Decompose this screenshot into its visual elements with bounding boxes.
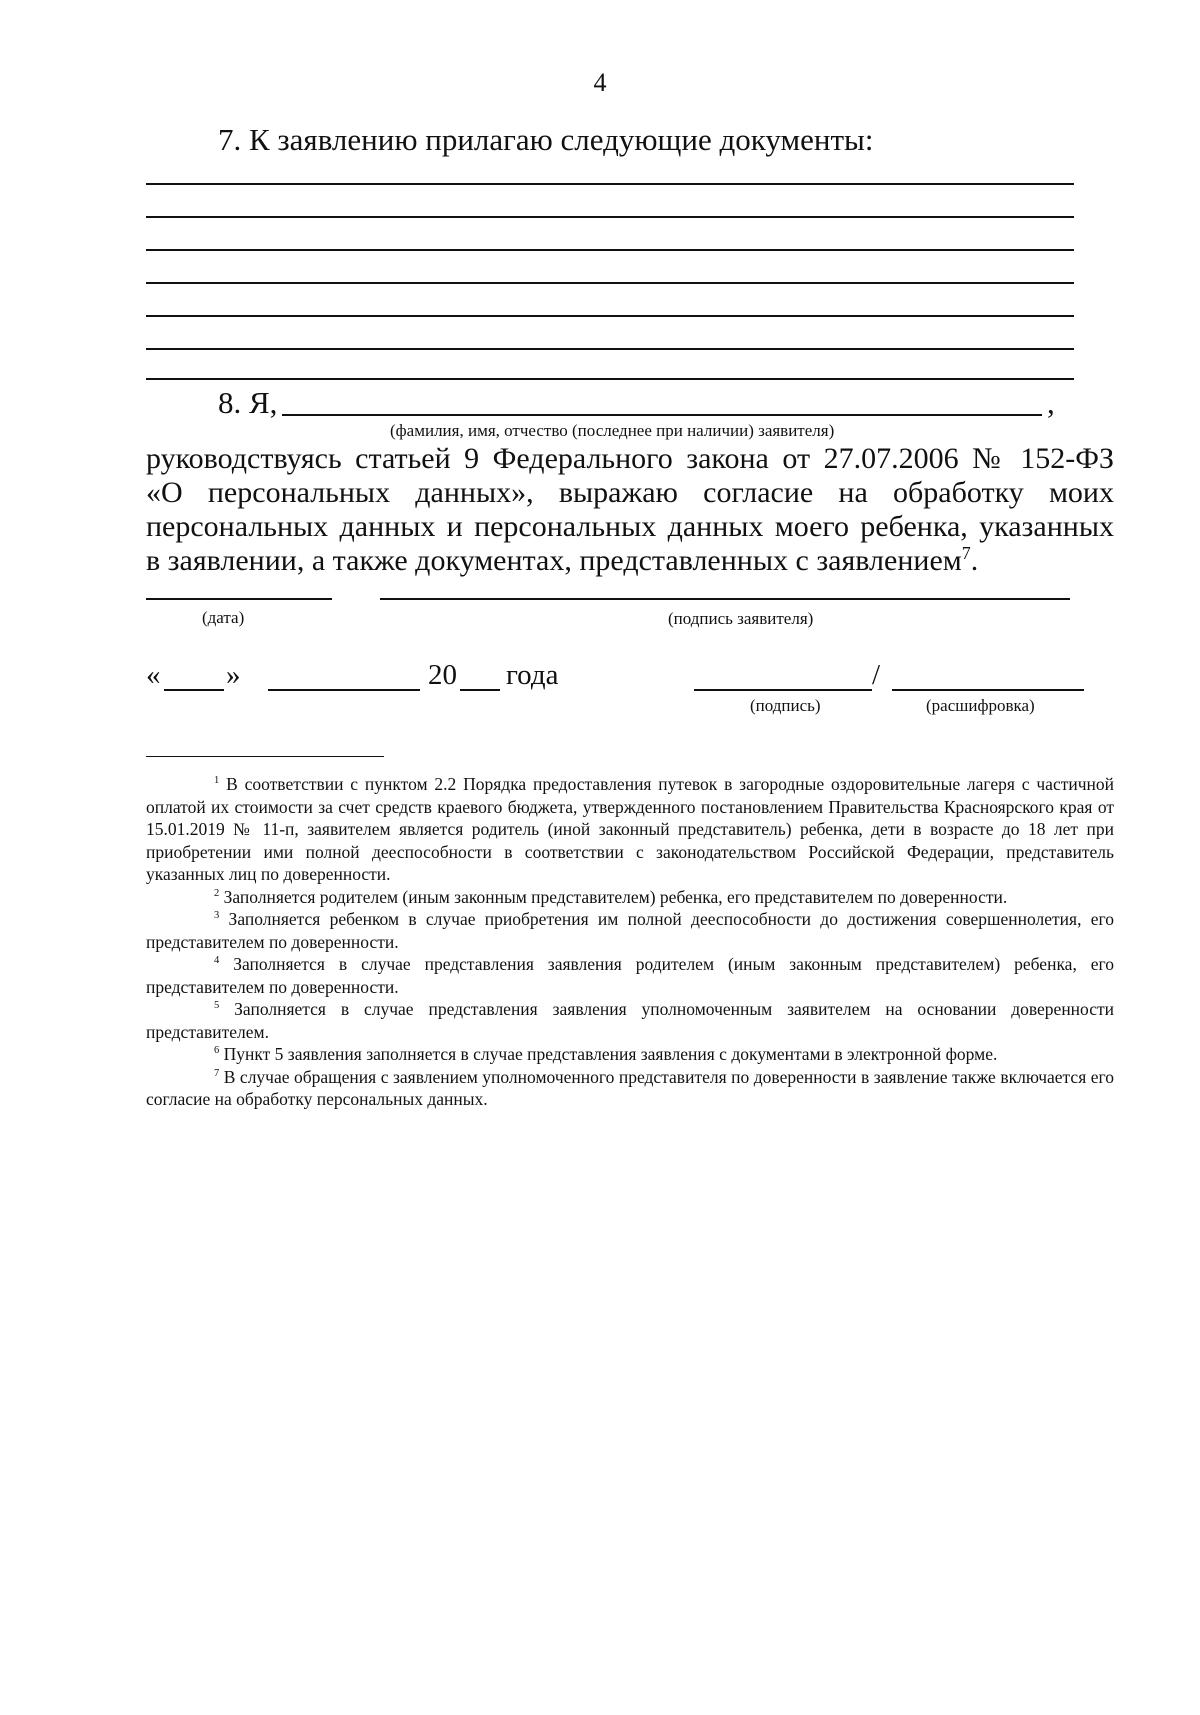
footnote-mark: 6 — [214, 1045, 220, 1057]
signature-caption: (подпись заявителя) — [668, 609, 814, 628]
date-caption: (дата) — [202, 608, 245, 627]
consent-line-text: в заявлении, а также документах, представленных с заявлением — [146, 544, 962, 577]
signature-short-caption: (подпись) — [750, 696, 821, 715]
footnote-mark: 2 — [214, 887, 220, 899]
applicant-name-line[interactable] — [282, 414, 1042, 416]
attachment-line[interactable] — [146, 315, 1074, 317]
footnote-mark: 7 — [214, 1067, 220, 1079]
applicant-name-caption: (фамилия, имя, отчество (последнее при наличии) заявителя) — [390, 421, 835, 440]
footnote-separator — [146, 756, 384, 757]
footnote-6 — [146, 1043, 1114, 1066]
footnote-text: Заполняется родителем (иным законным представителем) ребенка, его представителем по доверенности. — [223, 886, 1008, 907]
footnote-1 — [146, 773, 1114, 886]
attachment-line[interactable] — [146, 348, 1074, 350]
footnote-mark: 7 — [961, 543, 971, 563]
section-7-heading: 7. К заявлению прилагаю следующие документы: — [218, 122, 874, 157]
date-line[interactable] — [146, 598, 332, 600]
month-blank[interactable] — [268, 689, 420, 691]
consent-line: персональных данных и персональных данных моего ребенка, указанных — [146, 510, 1114, 543]
consent-line: «О персональных данных», выражаю согласие на обработку моих — [146, 476, 1114, 509]
section-8-prefix: 8. Я, — [218, 385, 278, 420]
footnote-mark: 4 — [214, 955, 220, 967]
consent-line-last — [146, 544, 1114, 578]
footnote-text: Заполняется ребенком в случае приобретения им полной дееспособности до достижения совершеннолетия, его представителем по доверенности. — [146, 909, 1115, 952]
signature-slash: / — [872, 659, 881, 691]
page-number: 4 — [593, 68, 607, 97]
footnote-mark: 1 — [214, 775, 220, 787]
decoding-caption: (расшифровка) — [926, 696, 1035, 715]
year-prefix: 20 — [428, 659, 457, 691]
footnote-text: Заполняется в случае представления заявления родителем (иным законным представителем) ребенка, его представителем по доверенности. — [146, 954, 1115, 997]
date-open-quote: « — [146, 659, 161, 691]
footnote-text: Заполняется в случае представления заявления уполномоченным заявителем на основании доверенности представителем. — [146, 999, 1115, 1042]
signature-line[interactable] — [380, 598, 1070, 600]
footnote-5 — [146, 998, 1114, 1043]
consent-paragraph — [146, 442, 1114, 578]
day-blank[interactable] — [164, 689, 224, 691]
footnote-4 — [146, 953, 1114, 998]
footnote-text: В случае обращения с заявлением уполномоченного представителя по доверенности в заявление также включается его согласие на обработку персональных данных. — [146, 1066, 1114, 1109]
attachment-line[interactable] — [146, 378, 1074, 380]
attachment-line[interactable] — [146, 249, 1074, 251]
decoding-blank[interactable] — [892, 689, 1084, 691]
consent-period: . — [970, 544, 979, 577]
attachment-line[interactable] — [146, 183, 1074, 185]
footnote-mark: 3 — [214, 910, 220, 922]
date-close-quote: » — [226, 659, 241, 691]
year-word: года — [506, 659, 559, 691]
footnote-text: В соответствии с пунктом 2.2 Порядка предоставления путевок в загородные оздоровительные лагеря с частичной оплатой их стоимости за счет средств краевого бюджета, утвержденного постановлением Правительства Красноярского края от 15.01.2019 № 11-п, заявителем является родитель (иной законный представитель) ребенка, дети в возрасте до 18 лет при приобретении ими полной дееспособности в соответствии с законодательством Российской Федерации, представитель указанных лиц по доверенности. — [146, 774, 1115, 884]
footnotes — [146, 773, 1114, 1111]
footnote-3 — [146, 908, 1114, 953]
signature-blank[interactable] — [694, 689, 872, 691]
footnote-2 — [146, 886, 1114, 909]
consent-line: руководствуясь статьей 9 Федерального закона от 27.07.2006 № 152-ФЗ — [146, 442, 1114, 475]
attachment-line[interactable] — [146, 216, 1074, 218]
footnote-text: Пункт 5 заявления заполняется в случае представления заявления с документами в электронной форме. — [223, 1044, 998, 1064]
attachment-line[interactable] — [146, 282, 1074, 284]
section-8-comma: , — [1047, 385, 1055, 420]
footnote-mark: 5 — [214, 1000, 220, 1012]
year-blank[interactable] — [460, 689, 500, 691]
footnote-7 — [146, 1066, 1114, 1111]
